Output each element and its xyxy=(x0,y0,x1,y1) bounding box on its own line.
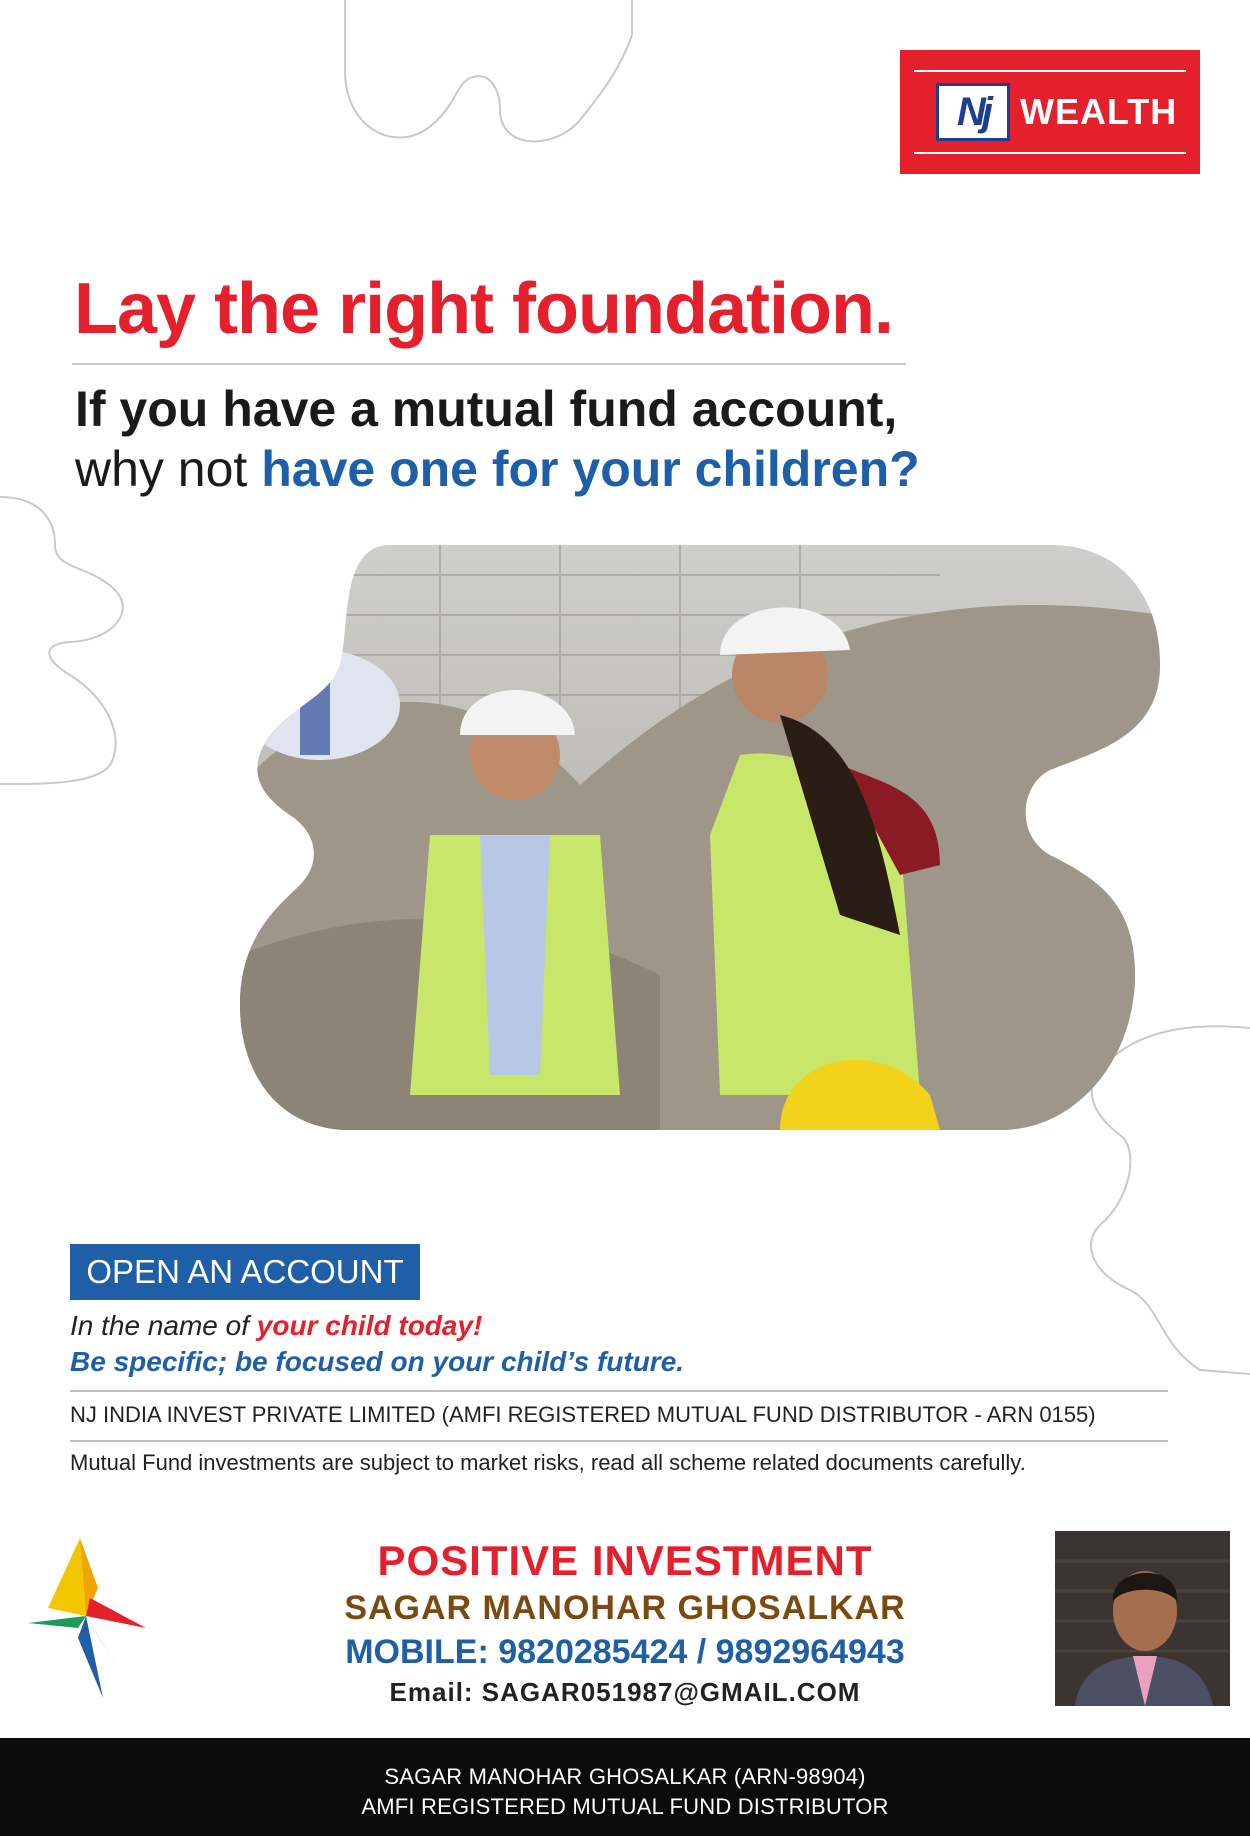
logo-mark: Nj xyxy=(936,83,1010,141)
risk-disclaimer: Mutual Fund investments are subject to market risks, read all scheme related documents carefully. xyxy=(70,1450,1026,1475)
hero-photo xyxy=(240,535,1160,1130)
mobile-numbers[interactable]: MOBILE: 9820285424 / 9892964943 xyxy=(345,1633,905,1671)
headline: Lay the right foundation. xyxy=(74,269,893,349)
cta-line1-highlight: your child today! xyxy=(256,1310,483,1341)
cta-line1 xyxy=(70,1310,482,1342)
subheading-prefix: why not xyxy=(75,441,262,497)
footer-line1: SAGAR MANOHAR GHOSALKAR (ARN-98904) xyxy=(384,1764,866,1789)
firm-name: POSITIVE INVESTMENT xyxy=(377,1537,873,1584)
advisor-photo xyxy=(1055,1531,1230,1706)
divider xyxy=(70,1390,1168,1392)
footer-line2: AMFI REGISTERED MUTUAL FUND DISTRIBUTOR xyxy=(361,1794,889,1819)
email-address[interactable]: Email: SAGAR051987@GMAIL.COM xyxy=(389,1677,861,1707)
cta-line1-prefix: In the name of xyxy=(70,1310,257,1341)
nj-wealth-logo xyxy=(900,50,1200,174)
divider xyxy=(70,1440,1168,1442)
advisor-contact xyxy=(330,1536,920,1710)
advisor-name: SAGAR MANOHAR GHOSALKAR xyxy=(344,1589,906,1627)
headline-divider xyxy=(72,363,906,365)
cta-line2: Be specific; be focused on your child’s future. xyxy=(70,1346,685,1377)
pinwheel-icon xyxy=(18,1528,148,1708)
subheading-line2 xyxy=(75,440,920,498)
distributor-text: NJ INDIA INVEST PRIVATE LIMITED (AMFI REGISTERED MUTUAL FUND DISTRIBUTOR - ARN 0155) xyxy=(70,1402,1096,1427)
subheading-highlight: have one for your children? xyxy=(261,441,920,497)
logo-text: WEALTH xyxy=(1020,91,1178,132)
open-account-button[interactable]: OPEN AN ACCOUNT xyxy=(70,1244,420,1300)
footer xyxy=(0,1738,1250,1836)
subheading-line1: If you have a mutual fund account, xyxy=(75,381,898,437)
